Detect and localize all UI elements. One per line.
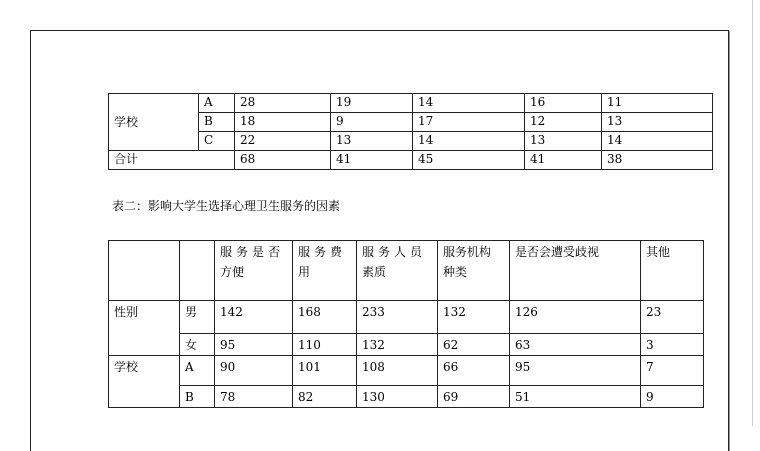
row-key: 女 (180, 334, 215, 356)
table-cell: 11 (602, 94, 713, 113)
table-row (109, 334, 704, 356)
table-cell: 17 (413, 113, 525, 132)
table-cell: 28 (235, 94, 331, 113)
table-cell: 68 (235, 151, 331, 170)
table-cell: 95 (510, 356, 641, 386)
table-cell: 13 (525, 132, 602, 151)
table-row (109, 356, 704, 386)
table-row (109, 301, 704, 334)
row-group-label: 学校 (109, 94, 199, 151)
column-header: 其他 (641, 241, 704, 301)
table-cell: 41 (331, 151, 413, 170)
table-cell: 22 (235, 132, 331, 151)
table-cell: 78 (215, 386, 293, 408)
total-label: 合计 (109, 151, 235, 170)
table-row (109, 386, 704, 408)
table-cell: 13 (602, 113, 713, 132)
row-group-label: 性别 (109, 301, 180, 356)
table-cell: 3 (641, 334, 704, 356)
row-key: A (180, 356, 215, 386)
row-key: B (180, 386, 215, 408)
table-cell: 69 (438, 386, 510, 408)
table-cell: 14 (602, 132, 713, 151)
row-key: A (199, 94, 235, 113)
row-key: C (199, 132, 235, 151)
column-header: 服务是否 方便 (215, 241, 293, 301)
table-row (109, 94, 713, 113)
table-cell: 19 (331, 94, 413, 113)
table-cell: 126 (510, 301, 641, 334)
table-cell: 7 (641, 356, 704, 386)
column-header: 是否会遭受歧视 (510, 241, 641, 301)
table-cell: 90 (215, 356, 293, 386)
table-cell: 45 (413, 151, 525, 170)
table-cell: 132 (357, 334, 438, 356)
table-cell: 12 (525, 113, 602, 132)
table-cell: 14 (413, 132, 525, 151)
table-cell: 82 (293, 386, 357, 408)
table-cell: 95 (215, 334, 293, 356)
table-cell: 142 (215, 301, 293, 334)
table-row-total (109, 151, 713, 170)
table-row (109, 132, 713, 151)
table-cell: 16 (525, 94, 602, 113)
table-cell: 41 (525, 151, 602, 170)
table-cell: 51 (510, 386, 641, 408)
page-edge (752, 0, 753, 426)
table-cell: 233 (357, 301, 438, 334)
row-key: 男 (180, 301, 215, 334)
table-cell: 63 (510, 334, 641, 356)
table-cell: 14 (413, 94, 525, 113)
table-cell: 13 (331, 132, 413, 151)
table-cell: 66 (438, 356, 510, 386)
row-key: B (199, 113, 235, 132)
header-row (109, 241, 704, 301)
column-header: 服务费 用 (293, 241, 357, 301)
row-group-label: 学校 (109, 356, 180, 408)
table-cell: 18 (235, 113, 331, 132)
table-row (109, 113, 713, 132)
header-empty (109, 241, 180, 301)
table-cell: 9 (331, 113, 413, 132)
table-cell: 130 (357, 386, 438, 408)
table-cell: 9 (641, 386, 704, 408)
table-cell: 101 (293, 356, 357, 386)
table-cell: 168 (293, 301, 357, 334)
table-cell: 38 (602, 151, 713, 170)
table-cell: 132 (438, 301, 510, 334)
table-caption: 表二：影响大学生选择心理卫生服务的因素 (112, 199, 341, 213)
column-header: 服务机构 种类 (438, 241, 510, 301)
school-count-table (108, 93, 713, 170)
table-cell: 110 (293, 334, 357, 356)
table-cell: 108 (357, 356, 438, 386)
table-cell: 23 (641, 301, 704, 334)
table-cell: 62 (438, 334, 510, 356)
factors-table (108, 240, 704, 408)
header-empty (180, 241, 215, 301)
column-header: 服务人员 素质 (357, 241, 438, 301)
